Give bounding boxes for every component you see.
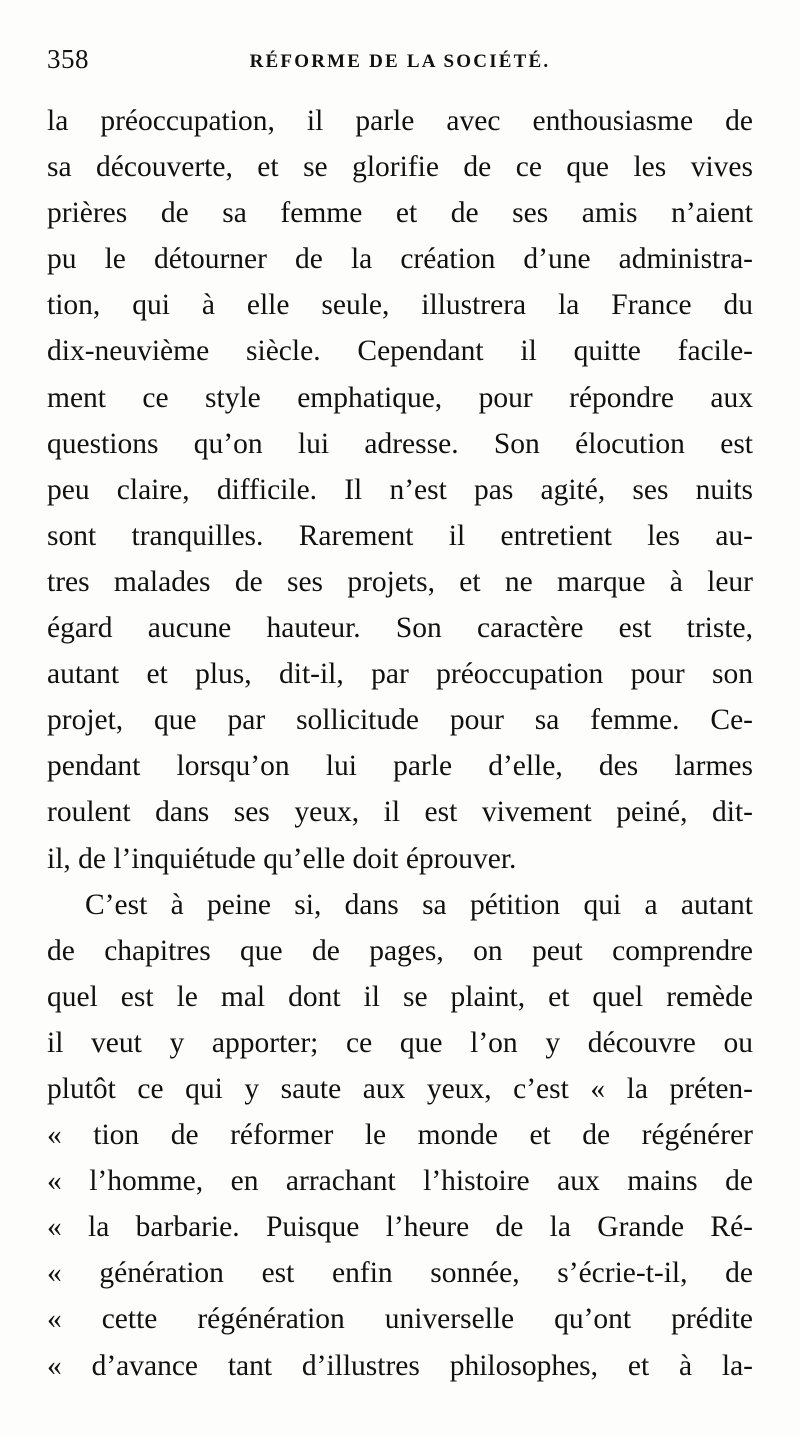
text-line: plutôt ce qui y saute aux yeux, c’est « la préten- <box>47 1072 753 1105</box>
text-line: roulent dans ses yeux, il est vivement peiné, dit- <box>47 796 753 829</box>
text-line: tion, qui à elle seule, illustrera la France du <box>47 289 753 322</box>
text-line: tres malades de ses projets, et ne marque à leur <box>47 565 753 598</box>
text-line: sont tranquilles. Rarement il entretient les au- <box>47 519 753 552</box>
body-text <box>47 98 753 1389</box>
paragraph-start-line: C’est à peine si, dans sa pétition qui a autant <box>85 888 753 921</box>
text-line: ment ce style emphatique, pour répondre aux <box>47 381 753 414</box>
text-line: égard aucune hauteur. Son caractère est triste, <box>47 612 753 645</box>
running-title: RÉFORME DE LA SOCIÉTÉ. <box>249 51 551 72</box>
text-line: projet, que par sollicitude pour sa femme. Ce- <box>47 704 753 737</box>
text-line: il veut y apporter; ce que l’on y découvre ou <box>47 1026 753 1059</box>
text-line: pu le détourner de la création d’une administra- <box>47 243 753 276</box>
quoted-line: « tion de réformer le monde et de régénérer <box>47 1119 753 1152</box>
text-line: questions qu’on lui adresse. Son élocution est <box>47 427 753 460</box>
quoted-line: « cette régénération universelle qu’ont prédite <box>47 1303 753 1336</box>
text-line: quel est le mal dont il se plaint, et quel remède <box>47 980 753 1013</box>
page-header <box>47 44 753 84</box>
quoted-line: « génération est enfin sonnée, s’écrie-t-il, de <box>47 1257 753 1290</box>
text-line: prières de sa femme et de ses amis n’aient <box>47 197 753 230</box>
paragraph-end-line: il, de l’inquiétude qu’elle doit éprouver. <box>47 842 517 875</box>
quoted-line: « la barbarie. Puisque l’heure de la Grande Ré- <box>47 1211 753 1244</box>
text-line: de chapitres que de pages, on peut comprendre <box>47 934 753 967</box>
text-line: dix-neuvième siècle. Cependant il quitte facile- <box>47 335 753 368</box>
text-line: autant et plus, dit-il, par préoccupation pour son <box>47 658 753 691</box>
quoted-line: « d’avance tant d’illustres philosophes, et à la- <box>47 1349 753 1382</box>
text-line: sa découverte, et se glorifie de ce que les vives <box>47 151 753 184</box>
text-line: pendant lorsqu’on lui parle d’elle, des larmes <box>47 750 753 783</box>
quoted-line: « l’homme, en arrachant l’histoire aux mains de <box>47 1165 753 1198</box>
text-line: la préoccupation, il parle avec enthousiasme de <box>47 105 753 137</box>
text-line: peu claire, difficile. Il n’est pas agité, ses nuits <box>47 473 753 506</box>
page-number: 358 <box>47 44 89 74</box>
